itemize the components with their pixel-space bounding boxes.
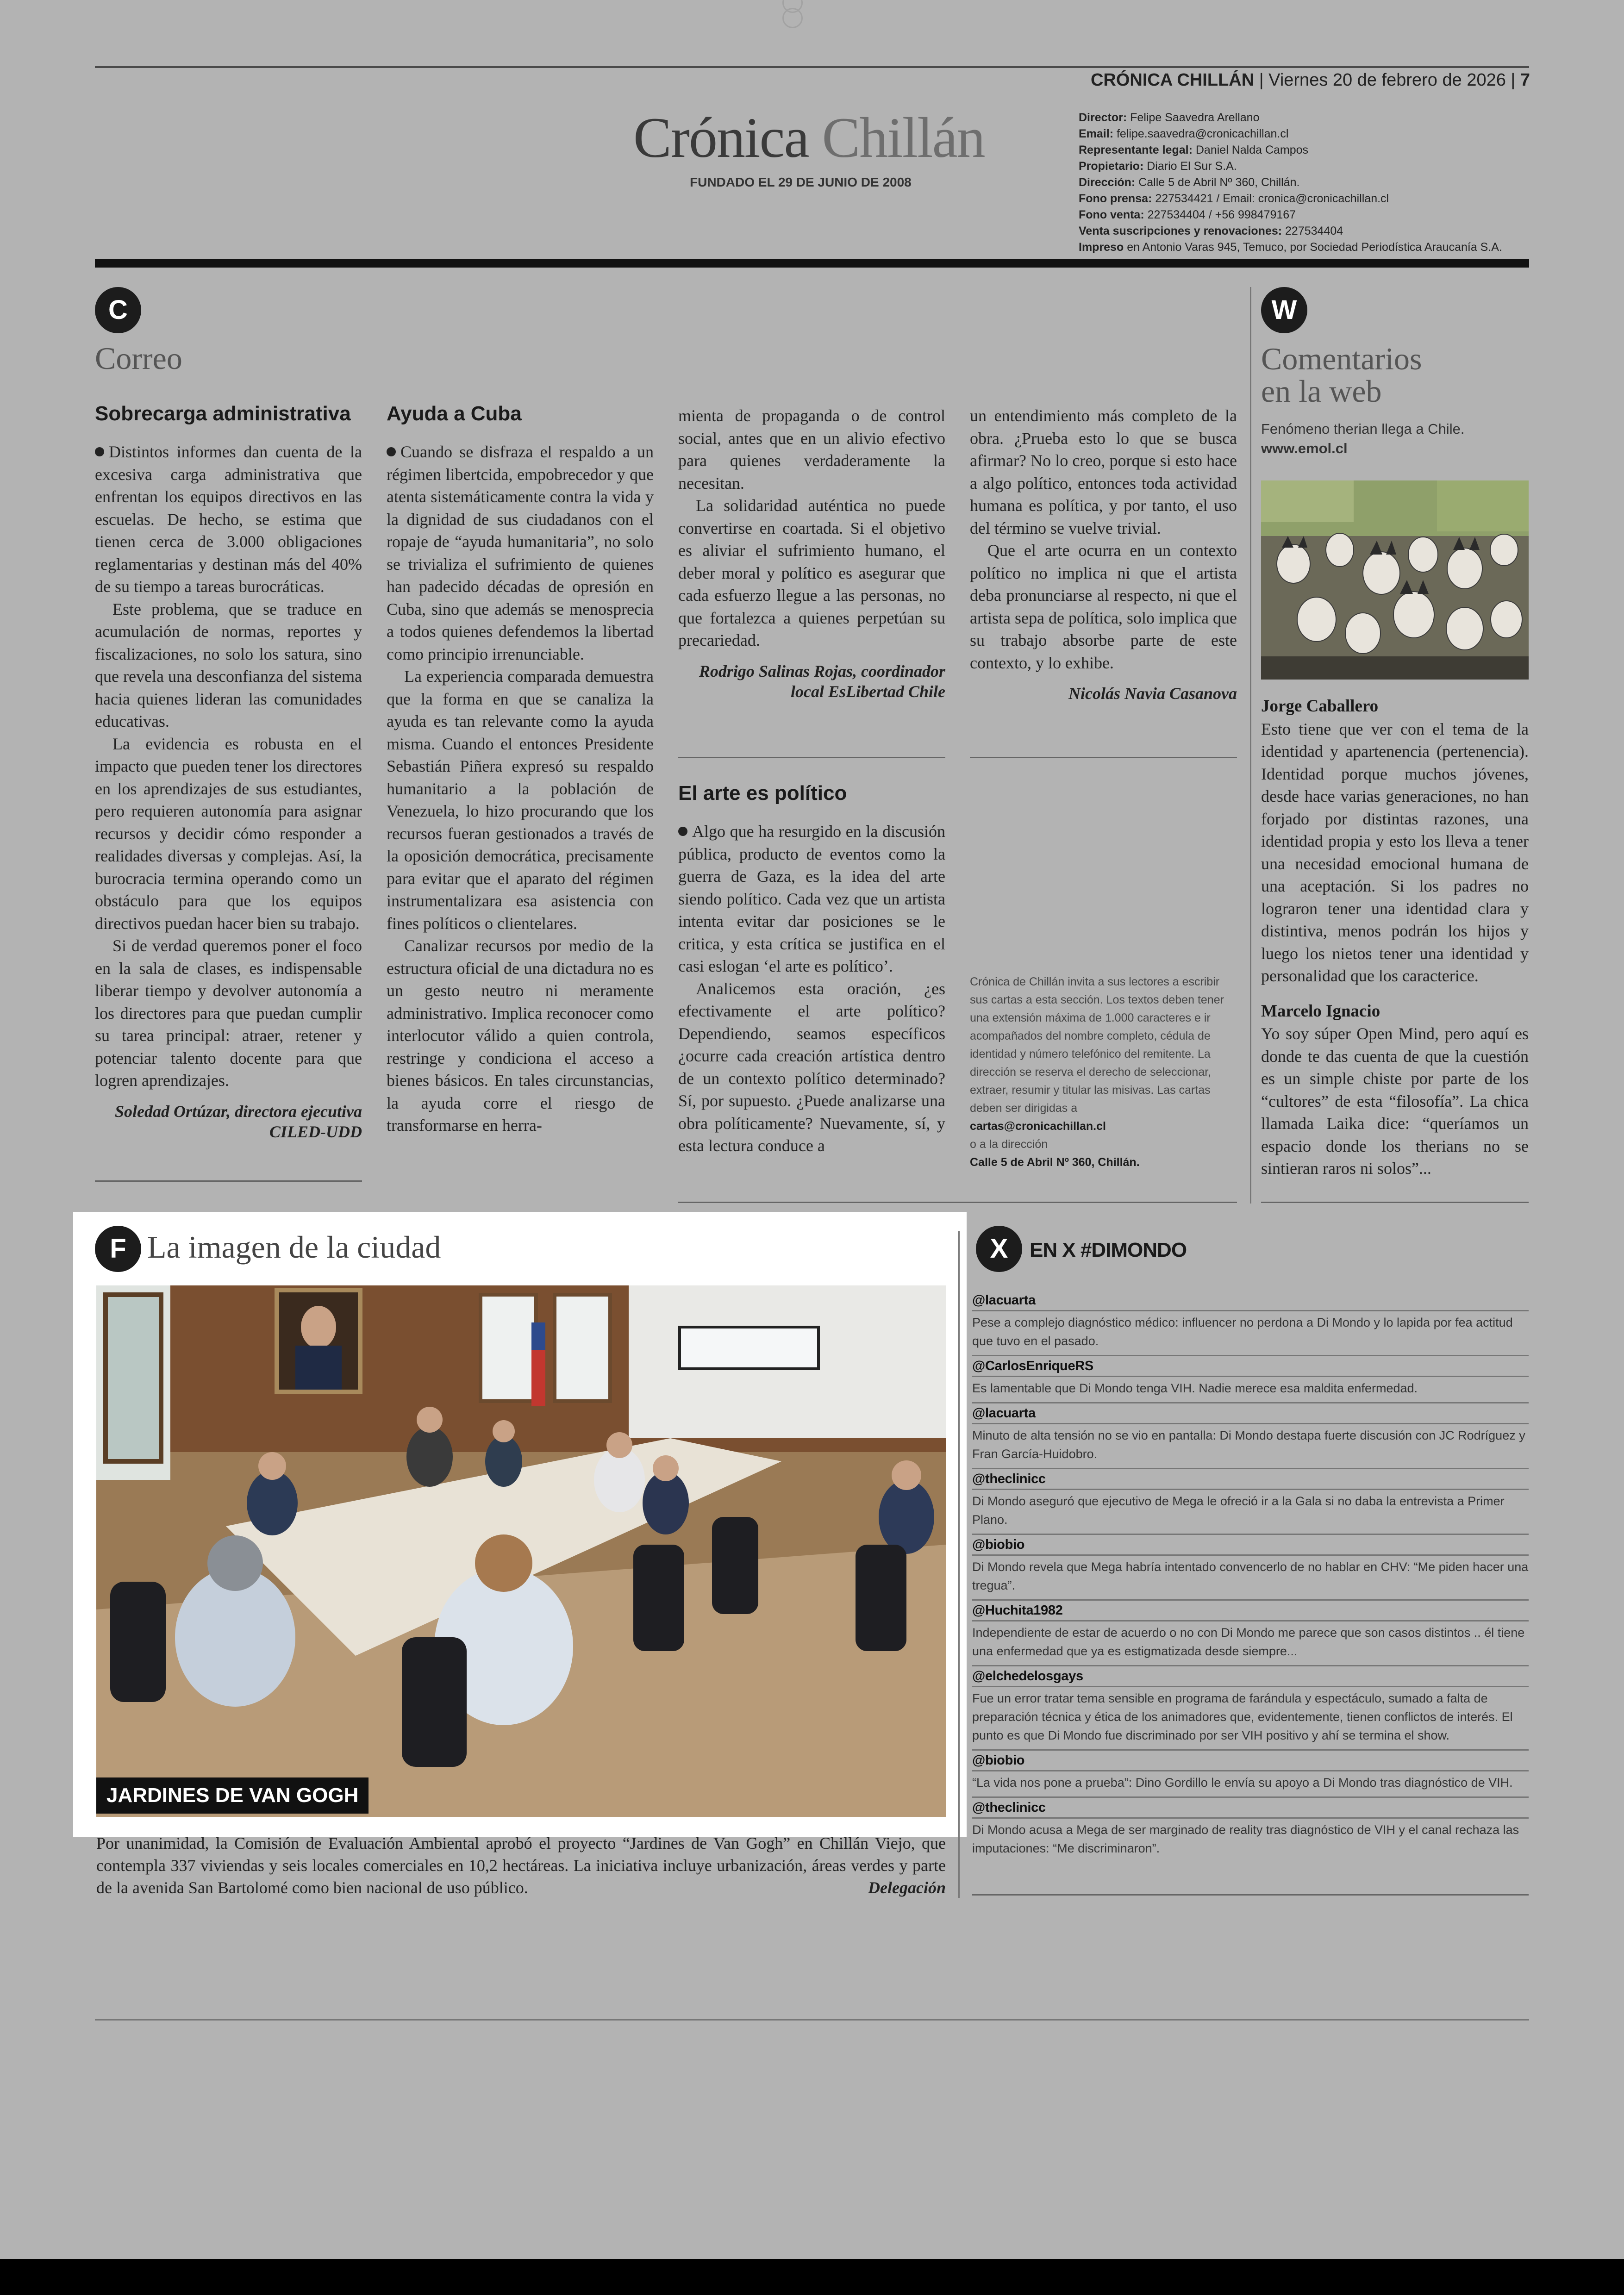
photo-section-icon: F: [95, 1226, 141, 1272]
masthead-line: Dirección: Calle 5 de Abril Nº 360, Chillán.: [1079, 176, 1300, 189]
header-top-rule: [95, 66, 1529, 68]
letter-paragraph: Este problema, que se traduce en acumulación de normas, reportes y fiscalizaciones, no solo los satura, sino que revela una desconfianza del sistema hacia quienes lideran las comunidades educativas.: [95, 599, 362, 730]
masthead: [1079, 110, 1502, 256]
masthead-line: Impreso en Antonio Varas 945, Temuco, por Sociedad Periodística Araucanía S.A.: [1079, 241, 1502, 254]
header-bottom-rule: [95, 259, 1529, 268]
masthead-line: Representante legal: Daniel Nalda Campos: [1079, 143, 1309, 156]
founded-date: FUNDADO EL 29 DE JUNIO DE 2008: [690, 175, 912, 189]
web-comment: [1261, 695, 1529, 987]
notice-address: Calle 5 de Abril Nº 360, Chillán.: [970, 1156, 1140, 1169]
circle-icon: [782, 8, 803, 28]
letter-paragraph: Si de verdad queremos poner el foco en la sala de clases, es indispensable liberar tiempo y devolver autonomía a los directores para que puedan cumplir su tarea principal: atraer, retener y potenciar talento docente para que logren aprendizajes.: [95, 936, 362, 1090]
x-post-handle[interactable]: @biobio: [972, 1537, 1025, 1552]
letters-notice: Crónica de Chillán invita a sus lectores a escribir sus cartas a esta sección. Los textos deben tener una extensión máxima de 1.000 caracteres e ir acompañados del nombre completo, cédula de identidad y número telefónico del remitente. La dirección se reserva el derecho de seleccionar, extraer, resumir y titular las misivas. Las cartas deben ser dirigidas a cartas@cronicachillan.cl o a la dirección Calle 5 de Abril Nº 360, Chillán.: [970, 975, 1224, 1169]
column-divider: [678, 757, 945, 758]
letter-paragraph: mienta de propaganda o de control social, antes que en un alivio efectivo para quienes verdaderamente la necesitan.: [678, 406, 945, 493]
meeting-photo: [96, 1285, 946, 1817]
letter-paragraph: Distintos informes dan cuenta de la excesiva carga administrativa que enfrentan los equipos directivos en las escuelas. De hecho, se estima que tienen cerca de 3.000 obligaciones reglamentarias y destinan más del 40% de su tiempo a tareas burocráticas.: [95, 443, 362, 596]
x-section-title: EN X #DIMONDO: [1030, 1239, 1187, 1261]
x-post-handle[interactable]: @biobio: [972, 1753, 1025, 1768]
photo-credit: Delegación: [868, 1878, 946, 1897]
letter-paragraph: Cuando se disfraza el respaldo a un régimen libertcida, empobrecedor y que atenta sistemáticamente contra la vida y la dignidad de sus ciudadanos con el ropaje de “ayuda humanitaria”, no solo se trivializa el sufrimiento de quienes han padecido décadas de opresión en Cuba, sino que además se menosprecia a todos quienes defendemos la libertad como principio irrenunciable.: [387, 443, 654, 663]
comment-text: Esto tiene que ver con el tema de la identidad y apartenencia (pertenencia). Identidad porque muchos jóvenes, desde hace varias generaciones, no han forjado por distintas razones, una identidad propia y esto los lleva a tener una necesidad emocional humana de una aceptación. Si los padres no lograron tener una identidad clara y distintiva, menos podrán los hijos y luego los nietos tener una identidad y personalidad que los caracterice.: [1261, 719, 1529, 985]
photo-tag: JARDINES DE VAN GOGH: [96, 1777, 369, 1814]
x-icon: X: [976, 1226, 1022, 1272]
letter-arte-continued: [970, 405, 1237, 704]
letter-paragraph: La experiencia comparada demuestra que la forma en que se canaliza la ayuda es tan relevante como la ayuda misma. Cuando el entonces Presidente Sebastián Piñera expresó su respaldo humanitario a la población de Venezuela, lo hizo procurando que los recursos fueran gestionados a través de la oposición democrática, precisamente para evitar que el aparato del régimen instrumentalizara esa asistencia con fines políticos o clientelares.: [387, 667, 654, 933]
letter-cuba: [387, 401, 654, 1137]
masthead-line: Venta suscripciones y renovaciones: 227534404: [1079, 225, 1343, 237]
top-scroll-icons: [782, 0, 847, 14]
correo-icon: C: [95, 287, 141, 333]
masthead-line: Propietario: Diario El Sur S.A.: [1079, 160, 1237, 173]
page-number: 7: [1520, 70, 1530, 90]
photo-caption: [96, 1832, 946, 1899]
x-post: [972, 1534, 1529, 1599]
comment-author: Marcelo Ignacio: [1261, 1001, 1380, 1021]
letter-signature: Nicolás Navia Casanova: [1068, 684, 1237, 703]
letter-arte: [678, 780, 945, 1157]
letter-paragraph: La solidaridad auténtica no puede convertirse en coartada. Si el objetivo es aliviar el sufrimiento humano, el deber moral y político es asegurar que cada esfuerzo llegue a las personas, no que fortalezca a quienes perpetúan su precariedad.: [678, 496, 945, 649]
letter-title: Sobrecarga administrativa: [95, 402, 351, 425]
letter-title: El arte es político: [678, 782, 847, 804]
x-post: [972, 1291, 1529, 1355]
x-post-text: Di Mondo acusa a Mega de ser marginado de reality tras diagnóstico de VIH y el canal rechaza las imputaciones: “Me discriminaron”.: [972, 1823, 1519, 1855]
logo-word-1: Crónica: [633, 106, 809, 169]
x-post-handle[interactable]: @elchedelosgays: [972, 1669, 1083, 1684]
web-source[interactable]: www.emol.cl: [1261, 440, 1348, 456]
photo-section-title: La imagen de la ciudad: [147, 1229, 441, 1265]
comment-author: Jorge Caballero: [1261, 697, 1379, 716]
newspaper-logo: [633, 106, 985, 169]
letter-signature: Soledad Ortúzar, directora ejecutiva CILED-UDD: [115, 1102, 362, 1141]
x-post: [972, 1796, 1529, 1862]
comment-text: Yo soy súper Open Mind, pero aquí es donde te das cuenta de que la cuestión es un simple chiste por parte de los “cultores” de esta “filosofía”. La chica llamada Laika dice: “queríamos un espacio donde los therians no se sintieran raros ni solos”...: [1261, 1024, 1529, 1178]
letter-paragraph: Que el arte ocurra en un contexto político no implica ni que el artista deba pronunciarse al respecto, ni que el artista sepa de política, solo implica que su trabajo absorbe parte de este contexto, y lo exhibe.: [970, 541, 1237, 672]
masthead-line: Fono prensa: 227534421 / Email: cronica@cronicachillan.cl: [1079, 192, 1389, 205]
masthead-line: Fono venta: 227534404 / +56 998479167: [1079, 208, 1296, 221]
correo-title: Correo: [95, 341, 182, 376]
x-post-text: Minuto de alta tensión no se vio en pantalla: Di Mondo destapa fuerte discusión con JC Rodríguez y Fran García-Huidobro.: [972, 1428, 1525, 1461]
x-post-text: Es lamentable que Di Mondo tenga VIH. Nadie merece esa maldita enfermedad.: [972, 1381, 1418, 1395]
x-post: [972, 1355, 1529, 1402]
x-post-handle[interactable]: @Huchita1982: [972, 1603, 1063, 1618]
x-post-handle[interactable]: @lacuarta: [972, 1293, 1036, 1308]
x-post-handle[interactable]: @CarlosEnriqueRS: [972, 1359, 1093, 1373]
x-post-handle[interactable]: @theclinicc: [972, 1800, 1046, 1815]
x-post-text: “La vida nos pone a prueba”: Dino Gordillo le envía su apoyo a Di Mondo tras diagnóstico de VIH.: [972, 1776, 1513, 1790]
photo-x-divider: [958, 1231, 960, 1898]
masthead-line: Director: Felipe Saavedra Arellano: [1079, 111, 1260, 124]
x-post-text: Independiente de estar de acuerdo o no con Di Mondo me parece que son casos distintos .. él tiene una enfermedad que ya es estigmatizada desde siempre...: [972, 1626, 1525, 1658]
logo-word-2: Chillán: [822, 106, 985, 169]
issue-date: Viernes 20 de febrero de 2026: [1268, 70, 1506, 90]
column-divider: [1261, 1202, 1529, 1203]
x-post-list: [972, 1291, 1529, 1862]
page-header: CRÓNICA CHILLÁN | Viernes 20 de febrero de 2026 | 7: [1090, 70, 1530, 90]
column-divider: [970, 757, 1237, 758]
letter-title: Ayuda a Cuba: [387, 402, 522, 425]
paper-name: CRÓNICA CHILLÁN: [1090, 70, 1255, 90]
x-post-text: Pese a complejo diagnóstico médico: influencer no perdona a Di Mondo y lo lapida por fea actitud que tuvo en el pasado.: [972, 1316, 1513, 1348]
bottom-black-bar: [0, 2259, 1624, 2295]
letter-paragraph: Algo que ha resurgido en la discusión pública, producto de eventos como la guerra de Gaza, es la idea del arte siendo político. Cada vez que un artista intenta evitar dar posiciones se le critica, y esta crítica se justifica en el casi eslogan ‘el arte es político’.: [678, 822, 945, 975]
notice-email[interactable]: cartas@cronicachillan.cl: [970, 1120, 1106, 1133]
column-divider: [678, 1202, 1237, 1203]
x-post: [972, 1665, 1529, 1749]
x-post: [972, 1402, 1529, 1468]
caption-text: Por unanimidad, la Comisión de Evaluación Ambiental aprobó el proyecto “Jardines de Van Gogh” en Chillán Viejo, que contempla 337 viviendas y seis locales comerciales en 10,2 hectáreas. La iniciativa incluye urbanización, áreas verdes y parte de la avenida San Bartolomé como bien nacional de uso público.: [96, 1834, 946, 1897]
column-divider: [95, 1180, 362, 1182]
x-post-handle[interactable]: @lacuarta: [972, 1406, 1036, 1421]
x-post: [972, 1599, 1529, 1665]
masthead-line: Email: felipe.saavedra@cronicachillan.cl: [1079, 127, 1289, 140]
web-icon: W: [1261, 287, 1307, 333]
letter-paragraph: un entendimiento más completo de la obra. ¿Prueba esto lo que se busca afirmar? No lo creo, porque si esto hace a algo político, entonces toda actividad humana es política, y por tanto, el uso del término se vuelve trivial.: [970, 406, 1237, 537]
therian-crowd-photo: [1261, 480, 1529, 680]
column-divider: [972, 1894, 1529, 1896]
web-title: Comentarios en la web: [1261, 341, 1422, 409]
x-post: [972, 1468, 1529, 1534]
web-divider: [1250, 287, 1251, 1204]
web-comment: [1261, 1000, 1529, 1180]
page-bottom-rule: [95, 2019, 1529, 2021]
letter-cuba-continued: [678, 405, 945, 702]
letter-signature: Rodrigo Salinas Rojas, coordinador local EsLibertad Chile: [699, 661, 945, 701]
letter-paragraph: La evidencia es robusta en el impacto que pueden tener los directores en los aprendizajes de sus estudiantes, pero requieren autonomía para asignar recursos y decidir cómo responder a realidades diversas y complejas. Así, la burocracia termina operando como un obstáculo para que los equipos directivos puedan hacer bien su trabajo.: [95, 734, 362, 933]
web-comments: [1261, 695, 1529, 1180]
letter-paragraph: Analicemos esta oración, ¿es efectivamente el arte político? Dependiendo, seamos específicos ¿ocurre cada creación artística dentro de un contexto político determinado? Sí, por supuesto. ¿Puede analizarse una obra políticamente? Nuevamente, sí, y esta lectura conduce a: [678, 979, 945, 1155]
x-post-text: Fue un error tratar tema sensible en programa de farándula y espectáculo, sumado a falta de preparación técnica y ética de los animadores que, evidentemente, tienen conflictos de interés. El punto es que Di Mondo fue discriminado por ser VIH positivo y ahí se termina el show.: [972, 1691, 1513, 1742]
letter-sobrecarga: [95, 401, 362, 1142]
x-post-text: Di Mondo revela que Mega habría intentado convencerlo de no hablar en CHV: “Me piden hacer una tregua”.: [972, 1560, 1529, 1592]
web-subtitle: Fenómeno therian llega a Chile. www.emol.cl: [1261, 421, 1465, 456]
x-post-text: Di Mondo aseguró que ejecutivo de Mega le ofreció ir a la Gala si no daba la entrevista a Primer Plano.: [972, 1494, 1505, 1527]
x-post-handle[interactable]: @theclinicc: [972, 1472, 1046, 1486]
letter-paragraph: Canalizar recursos por medio de la estructura oficial de una dictadura no es un gesto neutro ni meramente administrativo. Implica reconocer como interlocutor válido a quien controla, restringe y condiciona el acceso a bienes básicos. En tales circunstancias, la ayuda corre el riesgo de transformarse en herra-: [387, 936, 654, 1135]
x-post: [972, 1749, 1529, 1796]
